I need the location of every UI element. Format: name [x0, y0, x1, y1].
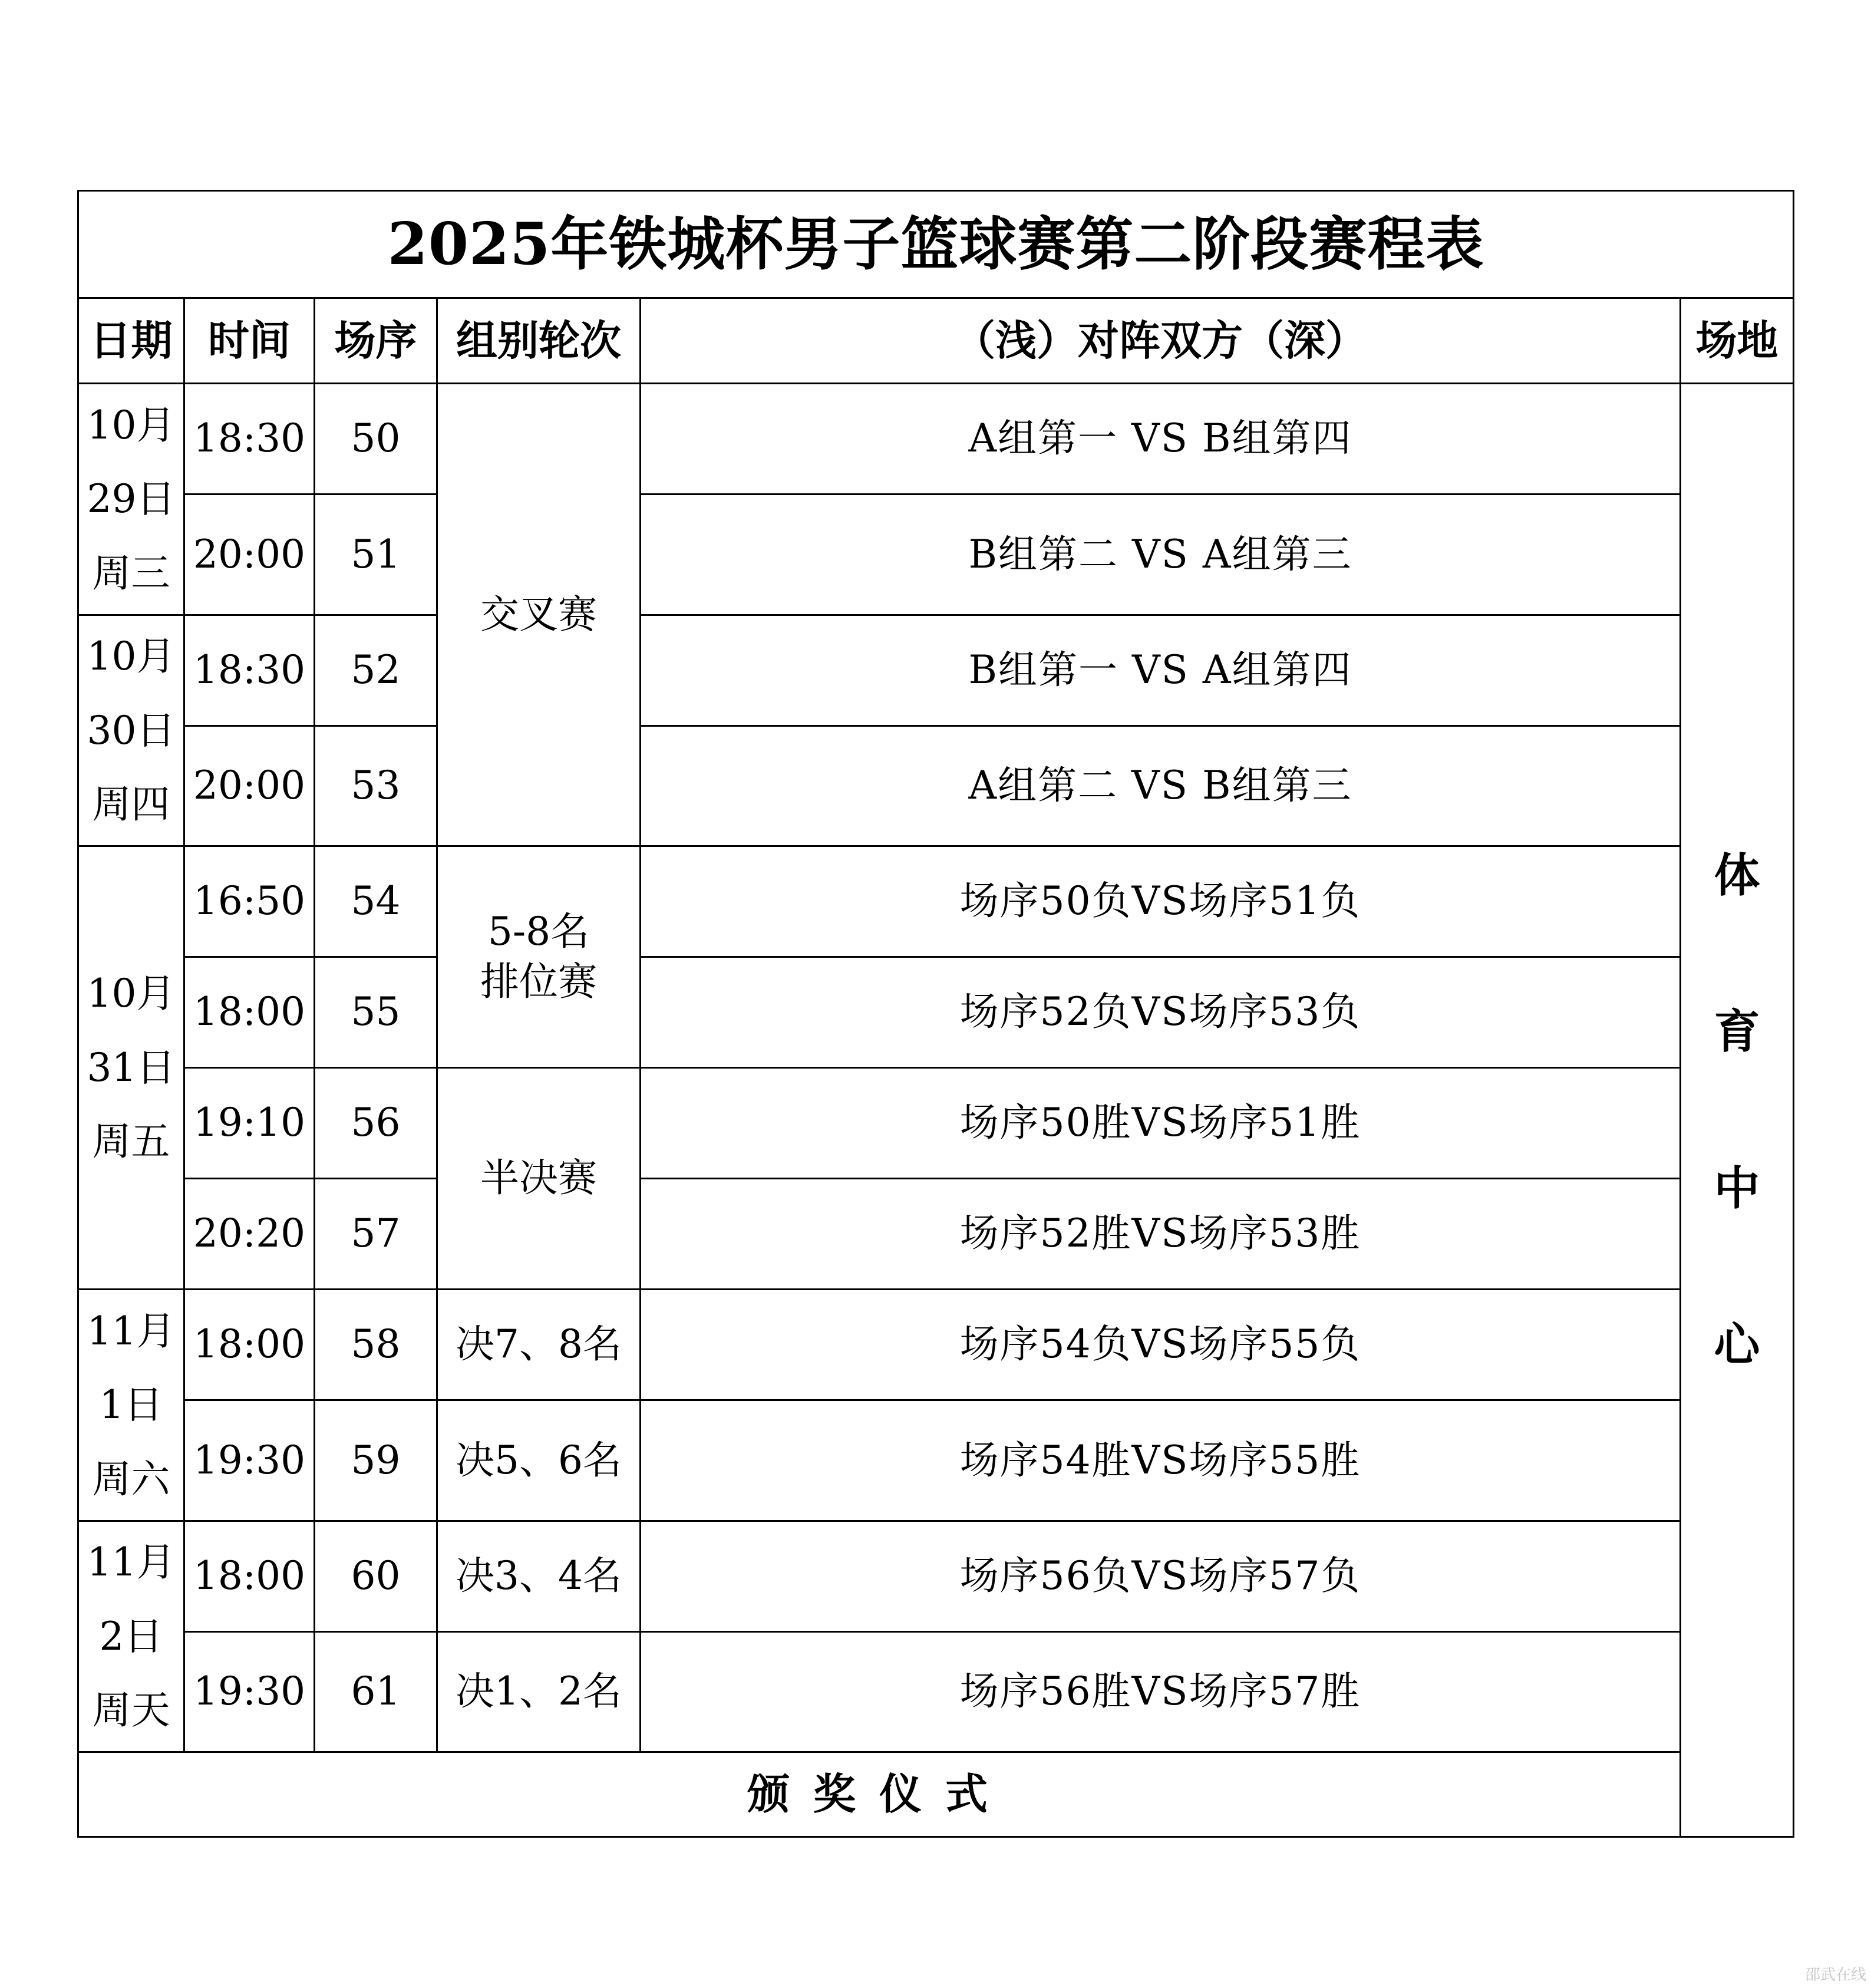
- header-order: 场序: [315, 298, 437, 384]
- header-teams: （浅）对阵双方（深）: [641, 298, 1681, 384]
- date-text: 11月 1日 周六: [87, 1308, 176, 1502]
- header-venue: 场地: [1681, 298, 1794, 384]
- match-cell: 场序50胜VS场序51胜: [641, 1068, 1681, 1179]
- group-text: 交叉赛: [480, 591, 597, 637]
- date-text: 10月 29日 周三: [87, 402, 176, 596]
- order-cell: 55: [315, 957, 437, 1068]
- table-row: [78, 957, 1794, 1068]
- table-row: [78, 1068, 1794, 1179]
- watermark: 邵武在线: [1804, 1966, 1866, 1984]
- date-text: 10月 30日 周四: [87, 634, 176, 827]
- table-row: [78, 846, 1794, 957]
- group-cell: 决7、8名: [437, 1290, 641, 1400]
- match-cell: 场序56负VS场序57负: [641, 1521, 1681, 1632]
- table-row: [78, 1752, 1794, 1837]
- group-cell: [437, 846, 641, 1068]
- match-cell: B组第一 VS A组第四: [641, 615, 1681, 726]
- table-row: [78, 615, 1794, 726]
- time-cell: 20:20: [184, 1179, 315, 1290]
- table-row: [78, 384, 1794, 494]
- table-row: [78, 494, 1794, 615]
- match-cell: 场序50负VS场序51负: [641, 846, 1681, 957]
- date-text: 10月 31日 周五: [87, 971, 176, 1165]
- group-cell: [437, 384, 641, 846]
- date-cell: [78, 846, 184, 1290]
- time-cell: 20:00: [184, 494, 315, 615]
- table-row: [78, 1521, 1794, 1632]
- match-cell: 场序54胜VS场序55胜: [641, 1400, 1681, 1521]
- table-row: [78, 1179, 1794, 1290]
- time-cell: 18:00: [184, 1290, 315, 1400]
- match-cell: 场序56胜VS场序57胜: [641, 1632, 1681, 1752]
- match-cell: B组第二 VS A组第三: [641, 494, 1681, 615]
- time-cell: 19:10: [184, 1068, 315, 1179]
- time-cell: 19:30: [184, 1632, 315, 1752]
- table-row: [78, 726, 1794, 846]
- time-cell: 18:00: [184, 957, 315, 1068]
- table-row: [78, 1290, 1794, 1400]
- date-cell: [78, 1290, 184, 1521]
- time-cell: 20:00: [184, 726, 315, 846]
- match-cell: 场序54负VS场序55负: [641, 1290, 1681, 1400]
- date-cell: [78, 615, 184, 846]
- header-time: 时间: [184, 298, 315, 384]
- date-cell: [78, 1521, 184, 1752]
- header-group: 组别轮次: [437, 298, 641, 384]
- time-cell: 16:50: [184, 846, 315, 957]
- match-cell: 场序52负VS场序53负: [641, 957, 1681, 1068]
- match-cell: A组第二 VS B组第三: [641, 726, 1681, 846]
- header-date: 日期: [78, 298, 184, 384]
- group-text: 5-8名 排位赛: [480, 909, 597, 1004]
- date-cell: [78, 384, 184, 615]
- match-cell: 场序52胜VS场序53胜: [641, 1179, 1681, 1290]
- group-cell: [437, 1068, 641, 1290]
- group-cell: 决1、2名: [437, 1632, 641, 1752]
- time-cell: 19:30: [184, 1400, 315, 1521]
- order-cell: 57: [315, 1179, 437, 1290]
- venue-cell: [1681, 384, 1794, 1837]
- group-cell: 决3、4名: [437, 1521, 641, 1632]
- group-cell: 决5、6名: [437, 1400, 641, 1521]
- table-row: [78, 1632, 1794, 1752]
- award-ceremony: 颁奖仪式: [78, 1752, 1681, 1837]
- order-cell: 59: [315, 1400, 437, 1521]
- time-cell: 18:00: [184, 1521, 315, 1632]
- order-cell: 60: [315, 1521, 437, 1632]
- page-title: 2025年铁城杯男子篮球赛第二阶段赛程表: [78, 191, 1794, 298]
- order-cell: 53: [315, 726, 437, 846]
- date-text: 11月 2日 周天: [87, 1539, 176, 1733]
- order-cell: 56: [315, 1068, 437, 1179]
- order-cell: 54: [315, 846, 437, 957]
- order-cell: 58: [315, 1290, 437, 1400]
- match-cell: A组第一 VS B组第四: [641, 384, 1681, 494]
- order-cell: 52: [315, 615, 437, 726]
- order-cell: 51: [315, 494, 437, 615]
- group-text: 半决赛: [480, 1155, 597, 1201]
- table-row: [78, 1400, 1794, 1521]
- order-cell: 61: [315, 1632, 437, 1752]
- time-cell: 18:30: [184, 384, 315, 494]
- time-cell: 18:30: [184, 615, 315, 726]
- venue-text: 体 育 中 心: [1714, 849, 1760, 1372]
- order-cell: 50: [315, 384, 437, 494]
- schedule-table: [77, 190, 1794, 1838]
